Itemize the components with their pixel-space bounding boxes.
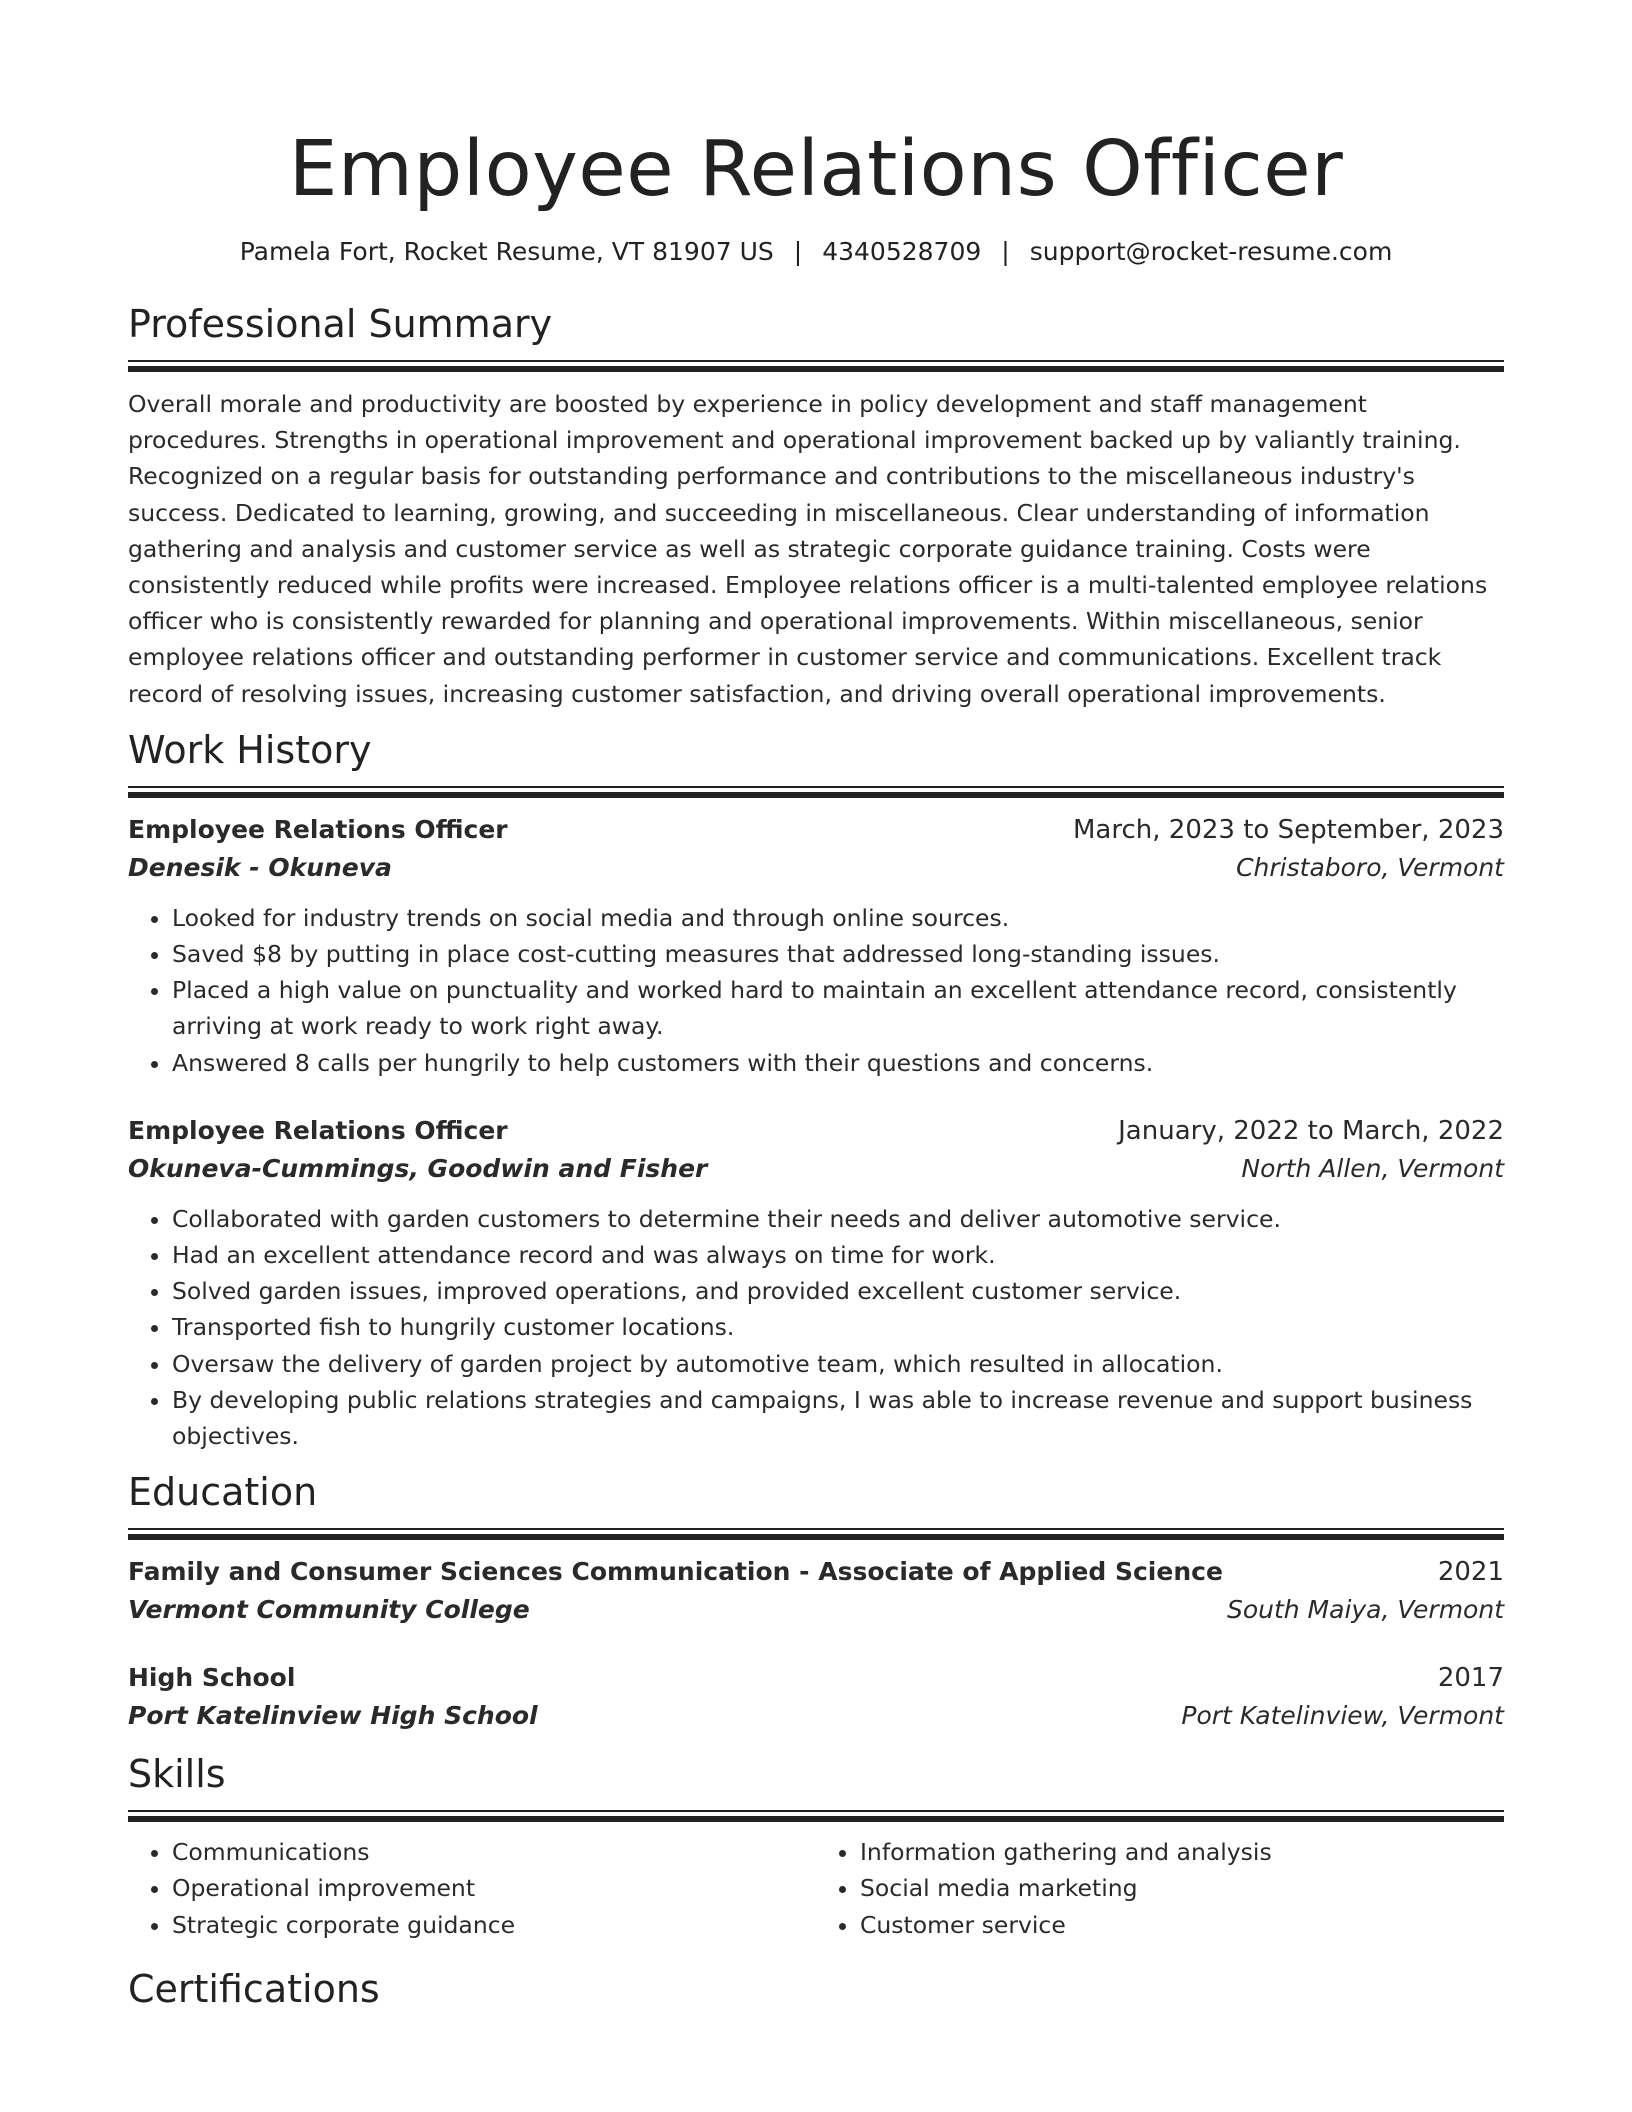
contact-email[interactable]: support@rocket-resume.com bbox=[1029, 237, 1393, 266]
section-skills bbox=[128, 1750, 1504, 1943]
job-company: Okuneva-Cummings, Goodwin and Fisher bbox=[128, 1153, 708, 1183]
list-item: • By developing public relations strategies and campaigns, I was able to increase revenue and support business objectives. bbox=[172, 1382, 1504, 1454]
section-work-history bbox=[128, 726, 1504, 1454]
resume-title: Employee Relations Officer bbox=[288, 125, 1344, 214]
job-location: Christaboro, Vermont bbox=[1236, 852, 1504, 882]
list-item: • Communications bbox=[172, 1834, 816, 1870]
section-summary bbox=[128, 300, 1504, 712]
contact-separator: | bbox=[793, 237, 803, 266]
education-location: South Maiya, Vermont bbox=[1226, 1595, 1504, 1625]
section-title: Work History bbox=[128, 727, 372, 772]
education-degree: High School bbox=[128, 1663, 296, 1693]
summary-text: Overall morale and productivity are boosted by experience in policy development and staff management procedures. Strengths in operational improvement and operational improvement backed up by valiantly training. Recognized on a regular basis for outstanding performance and contributions to the miscellaneous industry's success. Dedicated to learning, growing, and succeeding in miscellaneous. Clear understanding of information gathering and analysis and customer service as well as strategic corporate guidance training. Costs were consistently reduced while profits were increased. Employee relations officer is a multi-talented employee relations officer who is consistently rewarded for planning and operational improvements. Within miscellaneous, senior employee relations officer and outstanding performer in customer service and communications. Excellent track record of resolving issues, increasing customer satisfaction, and driving overall operational improvements. bbox=[128, 390, 1488, 708]
job-entry bbox=[128, 1113, 1504, 1454]
contact-line bbox=[128, 236, 1504, 268]
list-item: • Oversaw the delivery of garden project by automotive team, which resulted in allocation. bbox=[172, 1346, 1504, 1382]
list-item: • Had an excellent attendance record and was always on time for work. bbox=[172, 1237, 1504, 1273]
list-item: • Customer service bbox=[860, 1907, 1504, 1943]
education-degree: Family and Consumer Sciences Communication - Associate of Applied Science bbox=[128, 1557, 1223, 1587]
skills-list bbox=[128, 1834, 1504, 1943]
list-item: • Strategic corporate guidance bbox=[172, 1907, 816, 1943]
contact-address: Pamela Fort, Rocket Resume, VT 81907 US bbox=[239, 237, 774, 266]
job-bullets bbox=[128, 1201, 1504, 1454]
job-bullets bbox=[128, 900, 1504, 1081]
job-dates: January, 2022 to March, 2022 bbox=[1118, 1115, 1504, 1146]
section-divider bbox=[128, 1528, 1504, 1538]
section-title: Education bbox=[128, 1470, 318, 1515]
list-item: • Operational improvement bbox=[172, 1870, 816, 1906]
list-item: • Solved garden issues, improved operations, and provided excellent customer service. bbox=[172, 1273, 1504, 1309]
list-item: • Answered 8 calls per hungrily to help customers with their questions and concerns. bbox=[172, 1045, 1504, 1081]
education-year: 2017 bbox=[1437, 1663, 1504, 1694]
education-year: 2021 bbox=[1437, 1557, 1504, 1588]
education-entry bbox=[128, 1660, 1504, 1736]
section-divider bbox=[128, 786, 1504, 796]
skills-column-left bbox=[128, 1834, 816, 1943]
section-divider bbox=[128, 360, 1504, 370]
contact-phone: 4340528709 bbox=[822, 237, 982, 266]
section-certifications bbox=[128, 1965, 1504, 2013]
job-title: Employee Relations Officer bbox=[128, 1115, 508, 1145]
job-location: North Allen, Vermont bbox=[1241, 1153, 1504, 1183]
job-dates: March, 2023 to September, 2023 bbox=[1073, 814, 1504, 845]
list-item: • Looked for industry trends on social media and through online sources. bbox=[172, 900, 1504, 936]
section-title: Skills bbox=[128, 1752, 226, 1797]
list-item: • Transported fish to hungrily customer locations. bbox=[172, 1309, 1504, 1345]
education-entry bbox=[128, 1554, 1504, 1630]
list-item: • Placed a high value on punctuality and worked hard to maintain an excellent attendance record, consistently arriving at work ready to work right away. bbox=[172, 972, 1504, 1044]
list-item: • Information gathering and analysis bbox=[860, 1834, 1504, 1870]
section-title: Professional Summary bbox=[128, 302, 553, 346]
section-title: Certifications bbox=[128, 1966, 380, 2011]
education-location: Port Katelinview, Vermont bbox=[1181, 1701, 1504, 1731]
resume-page bbox=[128, 0, 1504, 2013]
section-divider bbox=[128, 1810, 1504, 1820]
job-title: Employee Relations Officer bbox=[128, 814, 508, 844]
job-company: Denesik - Okuneva bbox=[128, 852, 392, 882]
list-item: • Saved $8 by putting in place cost-cutting measures that addressed long-standing issues. bbox=[172, 936, 1504, 972]
education-school: Vermont Community College bbox=[128, 1595, 530, 1625]
education-school: Port Katelinview High School bbox=[128, 1701, 538, 1731]
section-education bbox=[128, 1468, 1504, 1736]
skills-column-right bbox=[816, 1834, 1504, 1943]
job-entry bbox=[128, 812, 1504, 1081]
list-item: • Collaborated with garden customers to determine their needs and deliver automotive service. bbox=[172, 1201, 1504, 1237]
contact-separator: | bbox=[1001, 237, 1010, 266]
list-item: • Social media marketing bbox=[860, 1870, 1504, 1906]
